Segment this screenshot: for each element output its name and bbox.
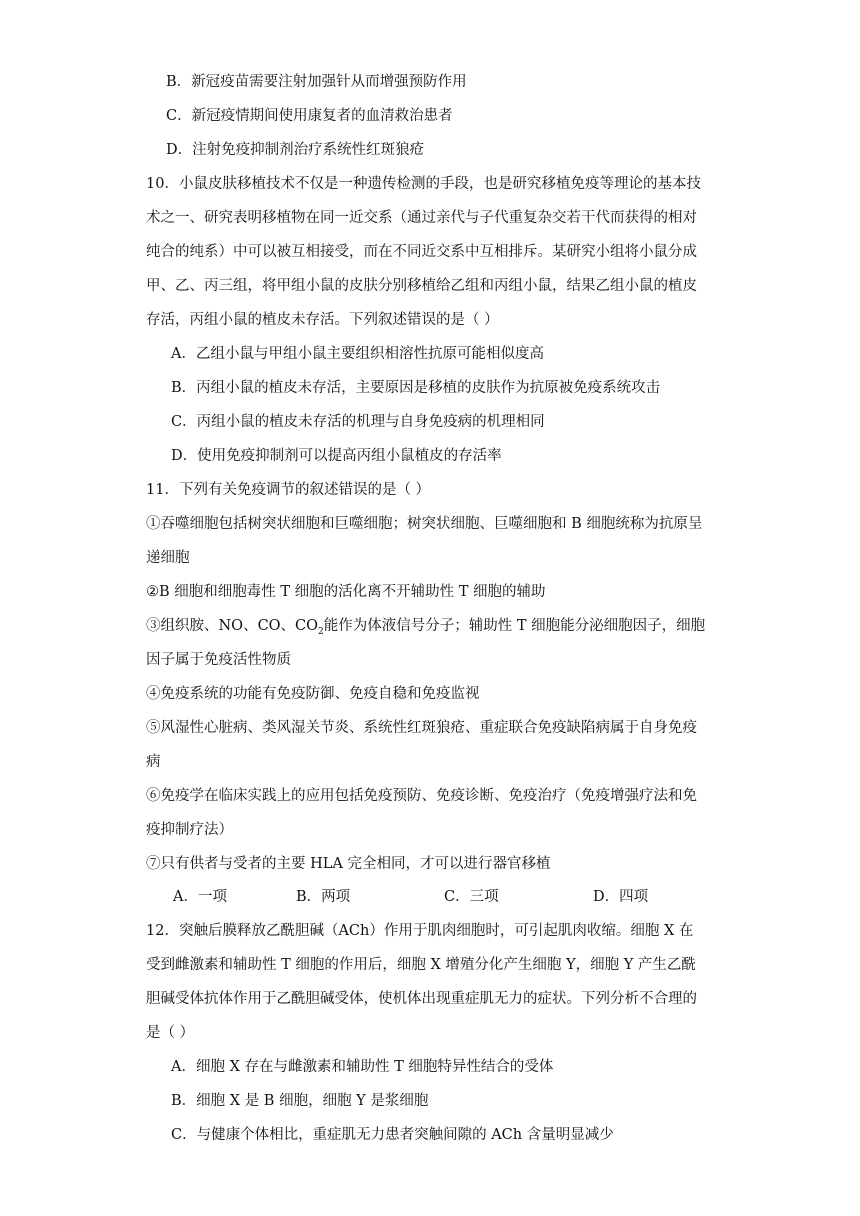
q11-statement-3-post: 能作为体液信号分子；辅助性 T 细胞能分泌细胞因子，细胞: [323, 618, 706, 634]
q10-stem-line: 术之一、研究表明移植物在同一近交系（通过亲代与子代重复杂交若干代而获得的相对: [146, 210, 697, 226]
q10-option-c: C．丙组小鼠的植皮未存活的机理与自身免疫病的机理相同: [171, 414, 545, 430]
q11-stem: 11．下列有关免疫调节的叙述错误的是（ ）: [146, 482, 431, 498]
q11-statement-1: ①吞噬细胞包括树突状细胞和巨噬细胞；树突状细胞、巨噬细胞和 B 细胞统称为抗原呈: [146, 516, 703, 532]
q10-stem-line: 纯合的纯系）中可以被互相接受，而在不同近交系中互相排斥。某研究小组将小鼠分成: [146, 244, 697, 260]
q11-option-b: B．两项: [296, 889, 351, 905]
q9-option-b: B．新冠疫苗需要注射加强针从而增强预防作用: [166, 74, 467, 90]
q11-option-c: C．三项: [444, 889, 499, 905]
q10-stem-line: 存活，丙组小鼠的植皮未存活。下列叙述错误的是（ ）: [146, 312, 499, 328]
q12-stem-line: 12．突触后膜释放乙酰胆碱（ACh）作用于肌肉细胞时，可引起肌肉收缩。细胞 X 在: [146, 923, 694, 939]
q11-statement-3-cont: 因子属于免疫活性物质: [146, 652, 291, 668]
q10-option-b: B．丙组小鼠的植皮未存活，主要原因是移植的皮肤作为抗原被免疫系统攻击: [171, 380, 661, 396]
q11-statement-5-cont: 病: [146, 754, 161, 770]
q11-statement-3-pre: ③组织胺、NO、CO、CO: [146, 618, 319, 634]
q11-option-d: D．四项: [593, 889, 649, 905]
q11-statement-5: ⑤风湿性心脏病、类风湿关节炎、系统性红斑狼疮、重症联合免疫缺陷病属于自身免疫: [146, 720, 697, 736]
q9-option-d: D．注射免疫抑制剂治疗系统性红斑狼疮: [166, 142, 425, 158]
q11-statement-1-cont: 递细胞: [146, 550, 190, 566]
q11-statement-2: ②B 细胞和细胞毒性 T 细胞的活化离不开辅助性 T 细胞的辅助: [146, 584, 546, 600]
q11-statement-7: ⑦只有供者与受者的主要 HLA 完全相同，才可以进行器官移植: [146, 856, 551, 872]
q11-statement-4: ④免疫系统的功能有免疫防御、免疫自稳和免疫监视: [146, 686, 480, 702]
q10-stem-line: 10．小鼠皮肤移植技术不仅是一种遗传检测的手段，也是研究移植免疫等理论的基本技: [146, 176, 701, 192]
q12-option-c: C．与健康个体相比，重症肌无力患者突触间隙的 ACh 含量明显减少: [171, 1127, 614, 1143]
q9-option-c: C．新冠疫情期间使用康复者的血清救治患者: [166, 108, 453, 124]
q12-stem-line: 胆碱受体抗体作用于乙酰胆碱受体，使机体出现重症肌无力的症状。下列分析不合理的: [146, 991, 697, 1007]
q12-stem-line: 受到雌激素和辅助性 T 细胞的作用后，细胞 X 增殖分化产生细胞 Y，细胞 Y 产生乙酰: [146, 957, 696, 973]
q10-option-a: A．乙组小鼠与甲组小鼠主要组织相溶性抗原可能相似度高: [171, 346, 544, 362]
q12-option-b: B．细胞 X 是 B 细胞，细胞 Y 是浆细胞: [171, 1093, 429, 1109]
q11-statement-6: ⑥免疫学在临床实践上的应用包括免疫预防、免疫诊断、免疫治疗（免疫增强疗法和免: [146, 788, 697, 804]
q10-option-d: D．使用免疫抑制剂可以提高丙组小鼠植皮的存活率: [171, 448, 502, 464]
subscript-2: 2: [318, 626, 324, 637]
q10-stem-line: 甲、乙、丙三组，将甲组小鼠的皮肤分别移植给乙组和丙组小鼠，结果乙组小鼠的植皮: [146, 278, 697, 294]
q12-stem-line: 是（ ）: [146, 1025, 195, 1041]
q11-statement-3: [146, 616, 705, 636]
q11-option-a: A．一项: [173, 889, 227, 905]
q12-option-a: A．细胞 X 存在与雌激素和辅助性 T 细胞特异性结合的受体: [171, 1059, 554, 1075]
q11-statement-6-cont: 疫抑制疗法）: [146, 822, 233, 838]
